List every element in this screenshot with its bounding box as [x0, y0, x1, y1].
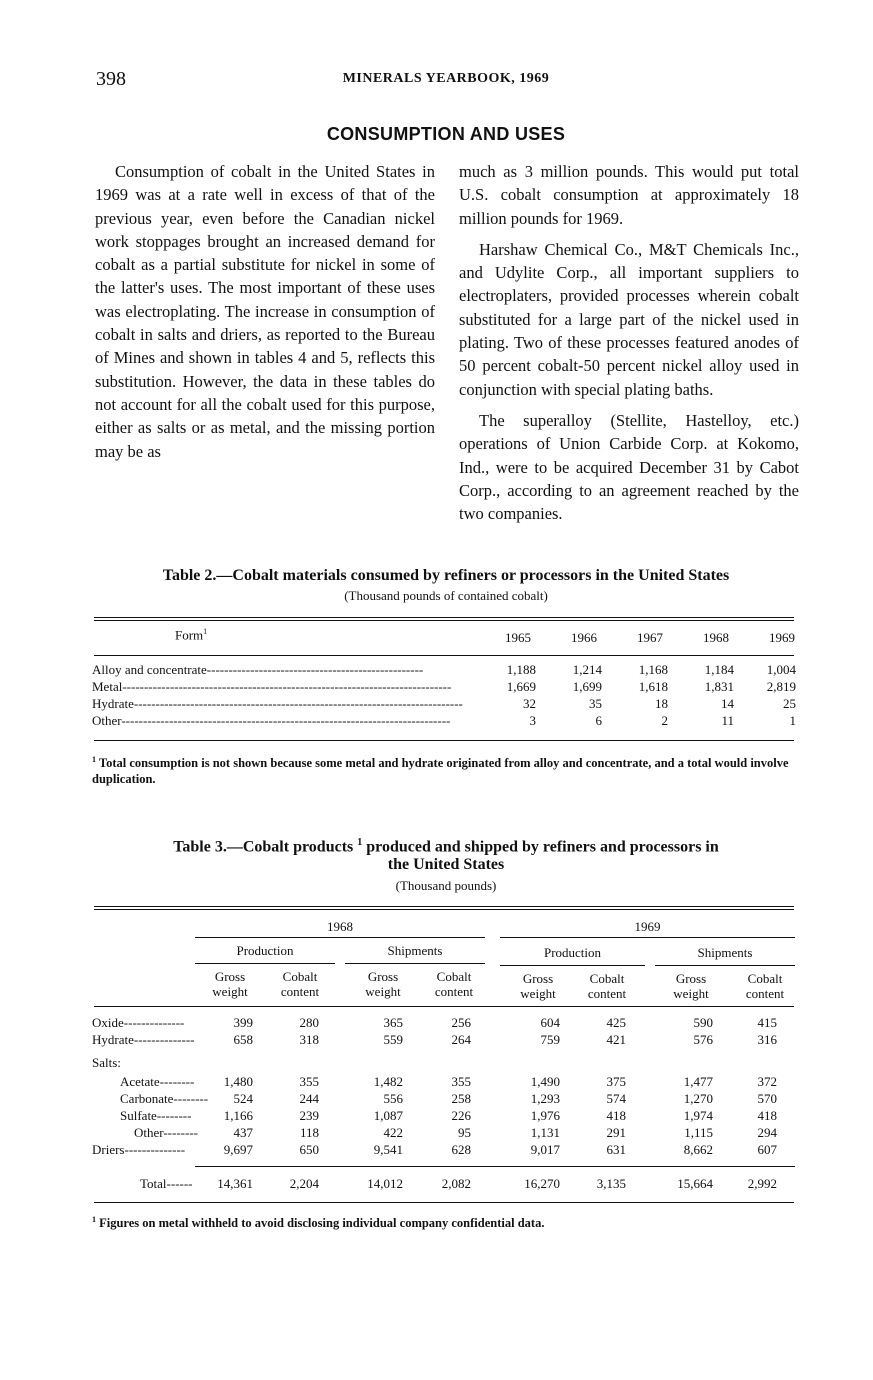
cell: 1	[789, 713, 796, 728]
row-label: Driers--------------	[92, 1142, 186, 1157]
cell: 422	[383, 1125, 403, 1140]
cell: 1,490	[530, 1074, 560, 1089]
table2-year-header: 1967	[637, 630, 663, 645]
cell: 3,135	[596, 1176, 626, 1191]
text-column-right	[459, 160, 799, 533]
rule	[500, 965, 645, 966]
table3-header-rule	[94, 1006, 794, 1007]
cell: 25	[783, 696, 796, 711]
cell: 759	[540, 1032, 560, 1047]
table2-caption: Table 2.—Cobalt materials consumed by refiners or processors in the United States	[162, 567, 730, 584]
paragraph: Harshaw Chemical Co., M&T Chemicals Inc., and Udylite Corp., all important suppliers to electroplaters, provided processes wherein cobalt substituted for a large part of the nickel used in plating. Two of these processes featured anodes of 50 percent cobalt-50 percent nickel alloy used in conjunction with special plating baths.	[459, 239, 799, 399]
row-label: Total------	[140, 1176, 193, 1191]
cell: 556	[383, 1091, 403, 1106]
cell: 14,361	[217, 1176, 253, 1191]
cell: 399	[233, 1015, 253, 1030]
table-row	[0, 1074, 873, 1091]
cell: 3	[529, 713, 536, 728]
cell: 294	[757, 1125, 777, 1140]
cell: 1,293	[530, 1091, 560, 1106]
cell: 32	[523, 696, 536, 711]
cell: 355	[299, 1074, 319, 1089]
cell: 9,017	[530, 1142, 560, 1157]
cell: 2	[661, 713, 668, 728]
cell: 16,270	[524, 1176, 560, 1191]
table3-col-header: Gross weight	[673, 971, 709, 1001]
table-row	[0, 696, 873, 713]
cell: 628	[451, 1142, 471, 1157]
salts-label: Salts:	[92, 1055, 121, 1070]
row-label: Oxide--------------	[92, 1015, 185, 1030]
table-row	[0, 1108, 873, 1125]
cell: 1,115	[684, 1125, 713, 1140]
table3-subcaption: (Thousand pounds)	[395, 878, 497, 893]
cell: 425	[606, 1015, 626, 1030]
cell: 8,662	[683, 1142, 713, 1157]
cell: 2,082	[441, 1176, 471, 1191]
cell: 1,166	[223, 1108, 253, 1123]
cell: 226	[451, 1108, 471, 1123]
cell: 1,976	[530, 1108, 560, 1123]
table2-top-rule	[94, 617, 794, 618]
row-label: Alloy and concentrate--------------------------------------------------	[92, 662, 424, 677]
table2-bottom-rule	[94, 740, 794, 741]
table3-col-header: Cobalt content	[280, 969, 320, 999]
table3-group-header: Production	[543, 945, 602, 960]
table3-group-header: Shipments	[387, 943, 443, 958]
table2-year-header: 1966	[571, 630, 597, 645]
cell: 14,012	[367, 1176, 403, 1191]
table3-top-rule	[94, 906, 794, 907]
cell: 365	[383, 1015, 403, 1030]
table2-year-header: 1969	[769, 630, 795, 645]
cell: 244	[299, 1091, 319, 1106]
cell: 1,618	[638, 679, 668, 694]
cell: 291	[606, 1125, 626, 1140]
cell: 1,087	[373, 1108, 403, 1123]
cell: 1,004	[766, 662, 796, 677]
table3-top-rule-2	[94, 909, 794, 910]
cell: 372	[757, 1074, 777, 1089]
cell: 1,477	[683, 1074, 713, 1089]
cell: 1,974	[683, 1108, 713, 1123]
cell: 1,131	[530, 1125, 560, 1140]
table2-header-rule	[94, 655, 794, 656]
table3-caption: Table 3.—Cobalt products $^1$ produced and shipped by refiners and processors in the United States	[173, 837, 719, 874]
table-row	[0, 713, 873, 730]
total-rule	[195, 1166, 795, 1167]
cell: 576	[693, 1032, 713, 1047]
table3-year-header: 1968	[327, 919, 353, 934]
cell: 1,188	[506, 662, 536, 677]
text-column-left	[95, 160, 435, 471]
row-label: Metal----------------------------------------------------------------------------	[92, 679, 452, 694]
table2-top-rule-2	[94, 620, 794, 621]
row-label: Sulfate--------	[120, 1108, 192, 1123]
cell: 9,541	[373, 1142, 403, 1157]
cell: 524	[233, 1091, 253, 1106]
cell: 1,669	[506, 679, 536, 694]
table3-col-header: Gross weight	[212, 969, 248, 999]
cell: 421	[606, 1032, 626, 1047]
cell: 316	[757, 1032, 777, 1047]
cell: 9,697	[223, 1142, 253, 1157]
table2-year-header: 1965	[505, 630, 531, 645]
cell: 14	[721, 696, 734, 711]
table3-bottom-rule	[94, 1202, 794, 1203]
cell: 15,664	[677, 1176, 713, 1191]
table3-col-header: Gross weight	[365, 969, 401, 999]
row-label: Other----------------------------------------------------------------------------	[92, 713, 451, 728]
cell: 375	[606, 1074, 626, 1089]
table3-group-header: Production	[236, 943, 294, 958]
paragraph: Consumption of cobalt in the United States in 1969 was at a rate well in excess of that of the previous year, even before the Canadian nickel work stoppages brought an increased demand for cobalt as a partial substitute for nickel in some of the latter's uses. The most important of these uses was electroplating. The increase in consumption of cobalt in salts and driers, as reported to the Bureau of Mines and shown in tables 4 and 5, reflects this substitution. However, the data in these tables do not account for all the cobalt used for this purpose, either as salts or as metal, and the missing portion may be as	[95, 162, 435, 461]
row-label: Hydrate--------------	[92, 1032, 195, 1047]
row-label: Acetate--------	[120, 1074, 195, 1089]
cell: 239	[299, 1108, 319, 1123]
cell: 2,819	[766, 679, 796, 694]
cell: 1,184	[704, 662, 734, 677]
cell: 318	[299, 1032, 319, 1047]
row-label: Carbonate--------	[120, 1091, 209, 1106]
table-row	[0, 662, 873, 679]
cell: 258	[451, 1091, 471, 1106]
cell: 1,270	[683, 1091, 713, 1106]
running-title: MINERALS YEARBOOK, 1969	[342, 71, 550, 86]
page-header	[96, 68, 796, 92]
cell: 2,204	[289, 1176, 319, 1191]
cell: 574	[606, 1091, 626, 1106]
row-label: Other--------	[134, 1125, 198, 1140]
rule	[195, 937, 485, 938]
rule	[195, 963, 335, 964]
table2-year-header: 1968	[703, 630, 729, 645]
rule	[345, 963, 485, 964]
cell: 418	[757, 1108, 777, 1123]
cell: 437	[233, 1125, 253, 1140]
row-label: Hydrate----------------------------------------------------------------------------	[92, 696, 463, 711]
cell: 418	[606, 1108, 626, 1123]
cell: 590	[693, 1015, 713, 1030]
cell: 631	[606, 1142, 626, 1157]
cell: 604	[540, 1015, 560, 1030]
table2-footnote: $^1$ Total consumption is not shown because some metal and hydrate originated from alloy and concentrate, and a total would involve duplication.	[92, 755, 789, 787]
page-number: 398	[96, 68, 126, 90]
cell: 264	[451, 1032, 471, 1047]
table2-body	[0, 662, 873, 742]
cell: 559	[383, 1032, 403, 1047]
cell: 35	[589, 696, 602, 711]
cell: 607	[757, 1142, 777, 1157]
cell: 1,480	[223, 1074, 253, 1089]
table3-col-header: Cobalt content	[745, 971, 785, 1001]
cell: 11	[721, 713, 734, 728]
cell: 1,699	[572, 679, 602, 694]
table2-form-header: Form$^1$	[175, 627, 208, 643]
table-row	[0, 1015, 873, 1032]
table-row	[0, 1125, 873, 1142]
cell: 570	[757, 1091, 777, 1106]
cell: 1,831	[704, 679, 734, 694]
cell: 256	[451, 1015, 471, 1030]
table-row	[0, 1142, 873, 1159]
cell: 1,214	[572, 662, 602, 677]
total-row	[0, 1176, 873, 1193]
cell: 1,168	[638, 662, 668, 677]
cell: 2,992	[747, 1176, 777, 1191]
cell: 415	[757, 1015, 777, 1030]
cell: 6	[595, 713, 602, 728]
table3-group-header: Shipments	[697, 945, 753, 960]
table2-header-row	[0, 627, 873, 651]
paragraph: The superalloy (Stellite, Hastelloy, etc.) operations of Union Carbide Corp. at Kokomo, Ind., were to be acquired December 31 by Cabot Corp., according to an agreement reached by the two companies.	[459, 410, 799, 524]
cell: 355	[451, 1074, 471, 1089]
cell: 658	[233, 1032, 253, 1047]
rule	[655, 965, 795, 966]
cell: 280	[299, 1015, 319, 1030]
table3-col-header: Cobalt content	[587, 971, 627, 1001]
table3-col-header: Cobalt content	[434, 969, 474, 999]
table3-year-header: 1969	[634, 919, 661, 934]
table3-col-header: Gross weight	[520, 971, 556, 1001]
cell: 18	[655, 696, 668, 711]
table3-footnote: $^1$ Figures on metal withheld to avoid disclosing individual company confidential data.	[92, 1215, 545, 1231]
table2-subcaption: (Thousand pounds of contained cobalt)	[344, 588, 548, 603]
rule	[500, 937, 795, 938]
cell: 1,482	[373, 1074, 403, 1089]
table-row	[0, 1091, 873, 1108]
section-title: CONSUMPTION AND USES	[326, 124, 566, 144]
table-row	[0, 1032, 873, 1049]
cell: 95	[458, 1125, 471, 1140]
table-row	[0, 679, 873, 696]
paragraph: much as 3 million pounds. This would put total U.S. cobalt consumption at approximately 18 million pounds for 1969.	[459, 162, 799, 228]
cell: 118	[299, 1125, 319, 1140]
cell: 650	[299, 1142, 319, 1157]
